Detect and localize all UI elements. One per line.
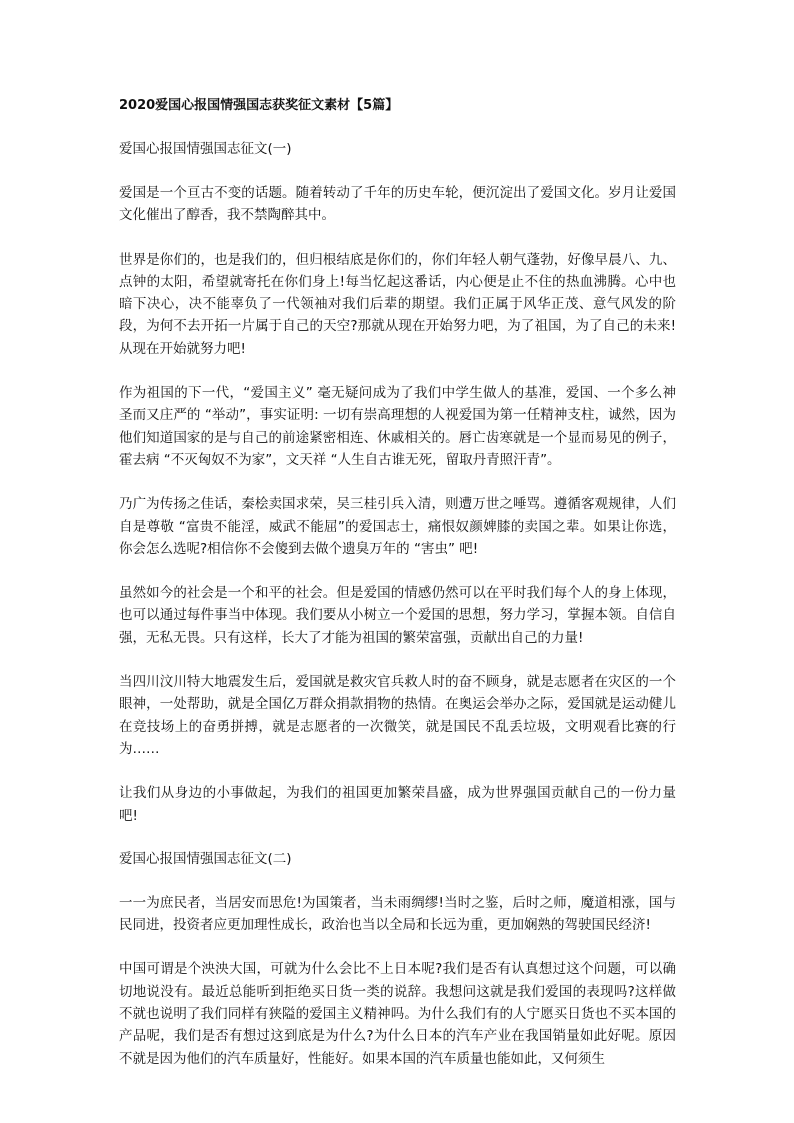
paragraph: 一一为庶民者，当居安而思危!为国策者，当未雨绸缪!当时之鉴，后时之师，魔道相涨，国与民同进，投资者应更加理性成长，政治也当以全局和长远为重，更加娴熟的驾驶国民经济! (119, 894, 676, 934)
paragraph: 作为祖国的下一代，“爱国主义” 毫无疑问成为了我们中学生做人的基准，爱国、一个多么神圣而又庄严的 “举动”，事实证明: 一切有崇高理想的人视爱国为第一任精神支柱，诚然，因为他们知道国家的是与自己的前途紧密相连、休戚相关的。唇亡齿寒就是一个显而易见的例子，霍去病 “不灭匈奴不为家”，文天祥 “人生自古谁无死，留取丹青照汗青”。 (119, 385, 676, 468)
paragraph: 世界是你们的，也是我们的，但归根结底是你们的，你们年轻人朝气蓬勃，好像早晨八、九、点钟的太阳，希望就寄托在你们身上!每当忆起这番话，内心便是止不住的热血沸腾。心中也暗下决心，决不能辜负了一代领袖对我们后辈的期望。我们正属于风华正茂、意气风发的阶段，为何不去开拓一片属于自己的天空?那就从现在开始努力吧，为了祖国，为了自己的未来!从现在开始就努力吧! (119, 251, 676, 357)
paragraph: 乃广为传扬之佳话，秦桧卖国求荣，吴三桂引兵入清，则遭万世之唾骂。遵循客观规律，人们自是尊敬 “富贵不能淫，威武不能屈”的爱国志士，痛恨奴颜婢膝的卖国之辈。如果让你选，你会怎么选呢?相信你不会傻到去做个遗臭万年的 “害虫” 吧! (119, 496, 676, 557)
paragraph: 让我们从身边的小事做起，为我们的祖国更加繁荣昌盛，成为世界强国贡献自己的一份力量吧! (119, 785, 676, 824)
paragraph: 当四川汶川特大地震发生后，爱国就是救灾官兵救人时的奋不顾身，就是志愿者在灾区的一个眼神，一处帮助，就是全国亿万群众捐款捐物的热情。在奥运会举办之际，爱国就是运动健儿在竞技场上的奋勇拼搏，就是志愿者的一次微笑，就是国民不乱丢垃圾，文明观看比赛的行为…… (119, 674, 676, 757)
document-page (119, 96, 676, 1092)
section-heading-2: 爱国心报国情强国志征文(二) (119, 850, 292, 867)
section-heading-1: 爱国心报国情强国志征文(一) (119, 141, 292, 157)
document-title: 2020爱国心报国情强国志获奖征文素材【5篇】 (119, 98, 399, 113)
paragraph: 虽然如今的社会是一个和平的社会。但是爱国的情感仍然可以在平时我们每个人的身上体现，也可以通过每件事当中体现。我们要从小树立一个爱国的思想，努力学习，掌握本领。自信自强，无私无畏。只有这样，长大了才能为祖国的繁荣富强，贡献出自己的力量! (119, 585, 676, 646)
paragraph: 中国可谓是个泱泱大国，可就为什么会比不上日本呢?我们是否有认真想过这个问题，可以确切地说没有。最近总能听到拒绝买日货一类的说辞。我想问这就是我们爱国的表现吗?这样做不就也说明了我们同样有狭隘的爱国主义精神吗。为什么我们有的人宁愿买日货也不买本国的产品呢，我们是否有想过这到底是为什么?为什么日本的汽车产业在我国销量如此好呢。原因不就是因为他们的汽车质量好，性能好。如果本国的汽车质量也能如此，又何须生 (119, 961, 676, 1067)
paragraph: 爱国是一个亘古不变的话题。随着转动了千年的历史车轮，便沉淀出了爱国文化。岁月让爱国文化催出了醇香，我不禁陶醉其中。 (119, 185, 676, 224)
